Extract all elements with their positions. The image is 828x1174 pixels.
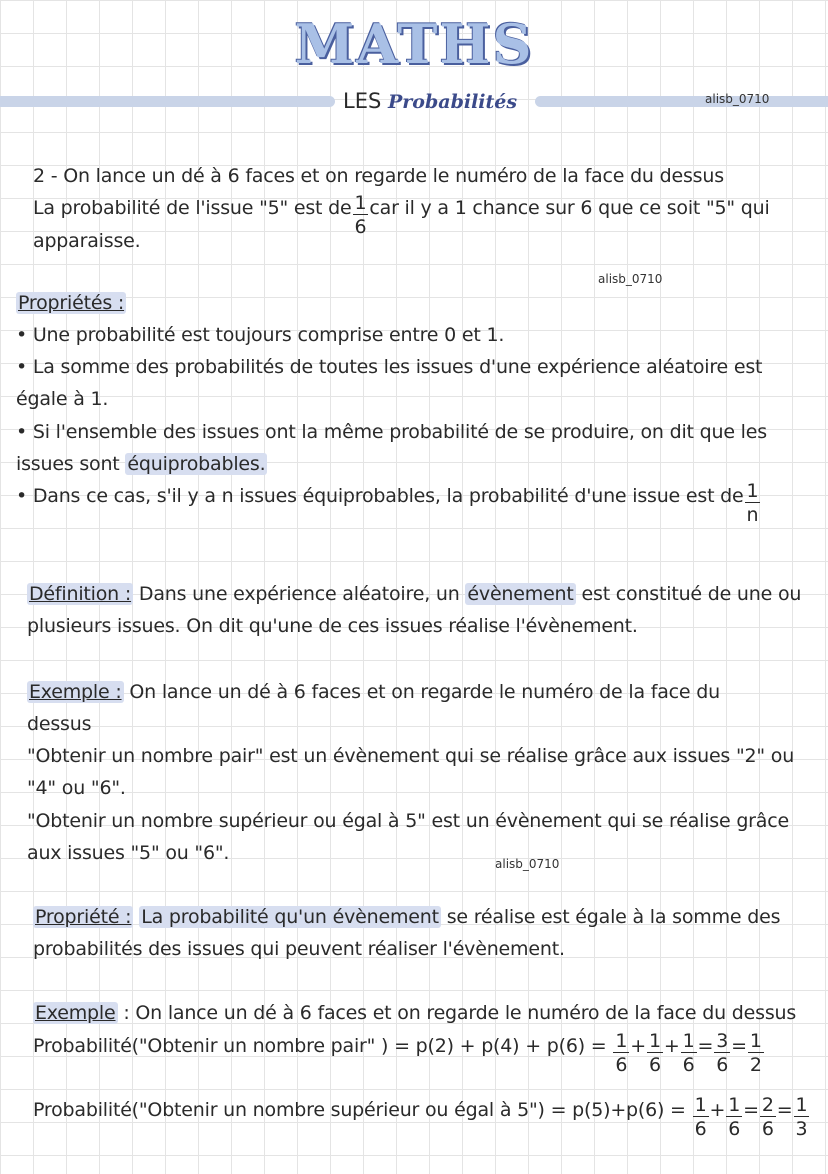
intro-line-2-b: car il y a 1 chance sur 6 que ce soit "5" qui [369, 197, 770, 219]
eq1-result-1-num: 3 [716, 1030, 729, 1052]
eq1-frac-3 [681, 1030, 697, 1077]
eq2-prefix: Probabilité("Obtenir un nombre supérieur ou égal à 5") = p(5)+p(6) = [33, 1099, 686, 1121]
propriete-bullet-3a: • Si l'ensemble des issues ont la même probabilité de se produire, on dit que les [16, 421, 767, 443]
subtitle-word: Probabilités [388, 91, 518, 113]
eq2-frac-1 [693, 1094, 709, 1141]
eq2-frac-2-den: 6 [728, 1118, 741, 1140]
proprietes-heading-text: Propriétés : [18, 292, 125, 314]
propriete-bullet-2a: • La somme des probabilités de toutes les issues d'une expérience aléatoire est [16, 356, 763, 378]
exemple2-equation-2: Probabilité("Obtenir un nombre supérieur ou égal à 5") = p(5)+p(6) = $\frac{1}{6}$ + $\frac{1}{6}$ = $\frac{2}{6}$ = $\frac{1}{3}$ [33, 1094, 808, 1140]
intro-fraction [353, 192, 369, 239]
bullet-4-den: n [746, 504, 759, 526]
exemple1-line-6: aux issues "5" ou "6". [27, 842, 230, 864]
subtitle-prefix: LES [343, 89, 382, 113]
bullet-4-text: • Dans ce cas, s'il y a n issues équiprobables, la probabilité d'une issue est de [16, 485, 744, 507]
propriete2-highlight: La probabilité qu'un évènement [141, 906, 439, 928]
evenement-highlight: évènement [467, 583, 574, 605]
eq2-result-2 [794, 1094, 810, 1141]
propriete2-text-b: se réalise est égale à la somme des [446, 906, 781, 928]
intro-line-3: apparaisse. [33, 230, 141, 252]
eq2-result-1-num: 2 [761, 1094, 774, 1116]
eq1-frac-2-num: 1 [648, 1030, 661, 1052]
eq1-frac-1-num: 1 [615, 1030, 628, 1052]
bullet-4-num: 1 [746, 480, 759, 502]
exemple1-text-a: On lance un dé à 6 faces et on regarde le numéro de la face du [129, 681, 720, 703]
propriete2-label: Propriété : [35, 906, 132, 928]
eq1-frac-3-den: 6 [682, 1054, 695, 1076]
signature-low: alisb_0710 [495, 857, 560, 871]
header-band-left [0, 96, 335, 107]
definition-line-1 [27, 578, 801, 610]
bullet-4-fraction [745, 480, 761, 527]
definition-text-b: est constitué de une ou [581, 583, 802, 605]
eq1-frac-1 [613, 1030, 629, 1077]
propriete-bullet-3b [16, 448, 267, 480]
propriete2-line-1 [33, 901, 780, 933]
eq1-result-1 [714, 1030, 730, 1077]
signature-top: alisb_0710 [705, 92, 770, 106]
exemple2-label: Exemple [35, 1002, 116, 1024]
exemple2-equation-1: Probabilité("Obtenir un nombre pair" ) = p(2) + p(4) + p(6) = $\frac{1}{6}$ + $\frac{1}{6}$ + $\frac{1}{6}$ = $\frac{3}{6}$ = $\frac{1}{2}$ [33, 1030, 762, 1076]
exemple1-line-5: "Obtenir un nombre supérieur ou égal à 5" est un évènement qui se réalise grâce [27, 810, 789, 832]
eq1-result-1-den: 6 [716, 1054, 729, 1076]
header-band-right [535, 96, 828, 107]
eq1-prefix: Probabilité("Obtenir un nombre pair" ) = p(2) + p(4) + p(6) = [33, 1035, 607, 1057]
eq1-frac-2-den: 6 [648, 1054, 661, 1076]
intro-frac-num: 1 [354, 192, 367, 214]
signature-mid: alisb_0710 [598, 272, 663, 286]
bullet-3b-prefix: issues sont [16, 453, 120, 475]
exemple1-line-4: "4" ou "6". [27, 777, 126, 799]
eq2-frac-2-num: 1 [728, 1094, 741, 1116]
definition-label: Définition : [29, 583, 132, 605]
eq2-frac-1-num: 1 [694, 1094, 707, 1116]
eq1-result-2-den: 2 [749, 1054, 762, 1076]
proprietes-heading [16, 287, 126, 319]
definition-line-2: plusieurs issues. On dit qu'une de ces issues réalise l'évènement. [27, 615, 638, 637]
intro-line-2 [33, 192, 770, 239]
eq1-frac-2 [647, 1030, 663, 1077]
eq1-frac-1-den: 6 [615, 1054, 628, 1076]
exemple2-line-1 [33, 997, 796, 1029]
propriete-bullet-2b: égale à 1. [16, 388, 109, 410]
eq2-result-2-num: 1 [795, 1094, 808, 1116]
eq2-result-2-den: 3 [795, 1118, 808, 1140]
intro-line-1: 2 - On lance un dé à 6 faces et on regarde le numéro de la face du dessus [33, 165, 724, 187]
page-subtitle [343, 86, 517, 117]
intro-frac-den: 6 [354, 216, 367, 238]
propriete-bullet-1: • Une probabilité est toujours comprise entre 0 et 1. [16, 324, 505, 346]
exemple1-line-3: "Obtenir un nombre pair" est un évènement qui se réalise grâce aux issues "2" ou [27, 745, 795, 767]
exemple1-line-1 [27, 676, 720, 708]
definition-text-a: Dans une expérience aléatoire, un [138, 583, 460, 605]
eq2-frac-2 [726, 1094, 742, 1141]
propriete-bullet-4 [16, 480, 761, 527]
intro-line-2-a: La probabilité de l'issue "5" est de [33, 197, 352, 219]
exemple2-text-a: : On lance un dé à 6 faces et on regarde le numéro de la face du dessus [123, 1002, 797, 1024]
propriete2-line-2: probabilités des issues qui peuvent réaliser l'évènement. [33, 938, 565, 960]
eq1-result-2 [748, 1030, 764, 1077]
exemple1-label: Exemple : [29, 681, 122, 703]
eq1-frac-3-num: 1 [682, 1030, 695, 1052]
page-title: MATHS [294, 12, 534, 76]
eq2-frac-1-den: 6 [694, 1118, 707, 1140]
eq1-result-2-num: 1 [749, 1030, 762, 1052]
exemple1-line-2: dessus [27, 713, 92, 735]
equiprobables-highlight: équiprobables. [127, 453, 266, 475]
eq2-result-1-den: 6 [761, 1118, 774, 1140]
eq2-result-1 [760, 1094, 776, 1141]
